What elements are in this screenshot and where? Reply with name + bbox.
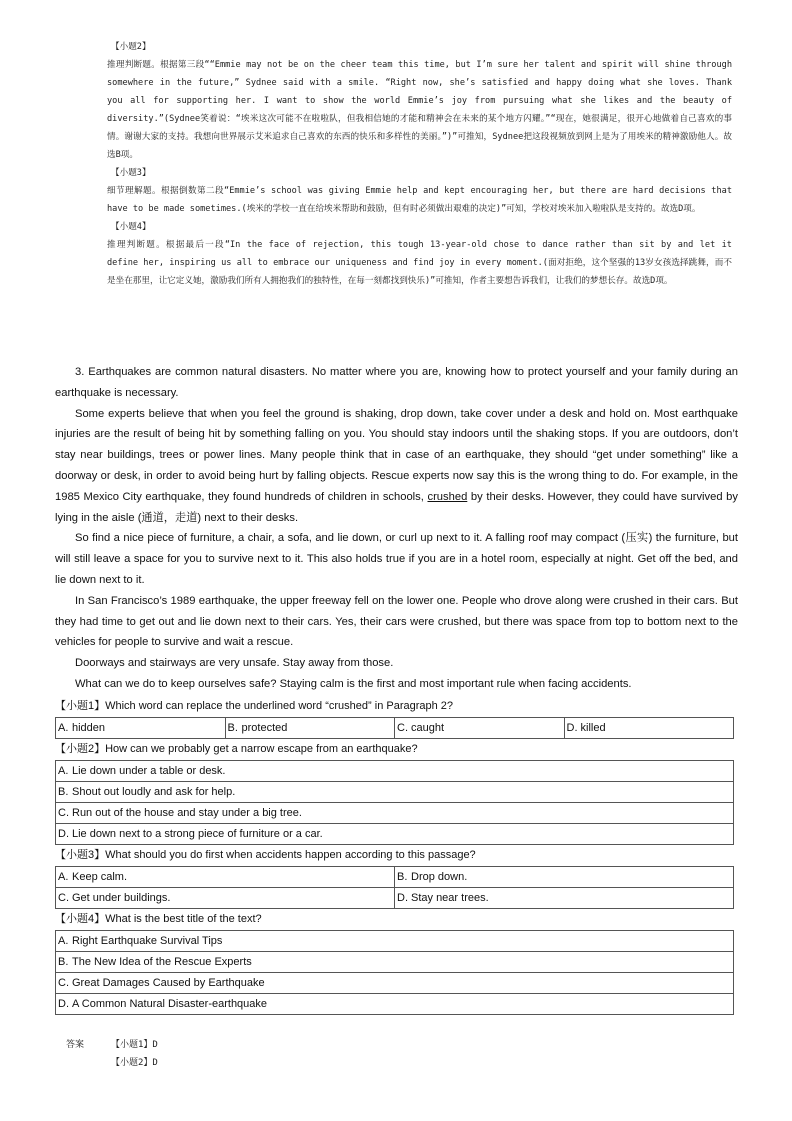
question-1-option-b[interactable]: B. protected [225, 718, 395, 739]
question-3-option-d[interactable]: D. Stay near trees. [395, 888, 734, 909]
answer-1: 【小题1】D [111, 1040, 158, 1050]
passage-paragraph-2-part-a: Some experts believe that when you feel the ground is shaking, drop down, take cover under a desk and hold on. Most earthquake injuries are the result of being hit by something falling on you. You should stay indoors until the shaking stops. If you are outdoors, don’t stay near buildings, trees or power lines. Many people think that in case of an earthquake, they should “get under something” like a doorway or desk, in order to avoid being hurt by falling objects. Rescue experts now say this is the wrong thing to do. For example, in the 1985 Mexico City earthquake, they found hundreds of children in schools, [55, 407, 738, 503]
previous-analysis-section [107, 38, 732, 290]
underlined-word-crushed: crushed [427, 490, 468, 503]
question-3-option-c[interactable]: C. Get under buildings. [56, 888, 395, 909]
question-1-option-d[interactable]: D. killed [564, 718, 734, 739]
question-4-stem: 【小题4】What is the best title of the text? [55, 913, 262, 925]
answers-section [66, 1036, 158, 1072]
question-1-stem: 【小题1】Which word can replace the underlined word “crushed” in Paragraph 2? [55, 700, 454, 712]
question-2-option-c[interactable]: C. Run out of the house and stay under a big tree. [56, 803, 734, 824]
question-2-stem: 【小题2】How can we probably get a narrow escape from an earthquake? [55, 743, 418, 755]
answer-row-1 [66, 1036, 158, 1054]
reading-passage [55, 362, 738, 695]
passage-paragraph-4: In San Francisco’s 1989 earthquake, the upper freeway fell on the lower one. People who drove along were crushed in their cars. But they had time to get out and lie down next to their cars. Yes, their cars were crushed, but there was space from top to bottom next to the vehicles for people to survive and wait a rescue. [55, 594, 738, 649]
question-4-option-a[interactable]: A. Right Earthquake Survival Tips [56, 931, 734, 952]
question-2-option-a[interactable]: A. Lie down under a table or desk. [56, 761, 734, 782]
question-1-option-c[interactable]: C. caught [395, 718, 565, 739]
answer-2: 【小题2】D [111, 1058, 158, 1068]
passage-paragraph-1: 3. Earthquakes are common natural disasters. No matter where you are, knowing how to protect yourself and your family during an earthquake is necessary. [55, 366, 738, 399]
question-4-option-b[interactable]: B. The New Idea of the Rescue Experts [56, 952, 734, 973]
question-2-option-b[interactable]: B. Shout out loudly and ask for help. [56, 782, 734, 803]
analysis-q4-tag: 【小题4】 [111, 222, 151, 232]
question-1-options [55, 717, 734, 739]
questions-section [55, 696, 735, 1015]
question-2-option-d[interactable]: D. Lie down next to a strong piece of furniture or a car. [56, 824, 734, 845]
question-3-option-a[interactable]: A. Keep calm. [56, 867, 395, 888]
question-4-options [55, 930, 734, 1015]
answer-row-2 [66, 1054, 158, 1072]
question-2-options [55, 760, 734, 845]
passage-paragraph-3: So find a nice piece of furniture, a chair, a sofa, and lie down, or curl up next to it. A falling roof may compact (压实) the furniture, but will still leave a space for you to survive next to it. This also holds true if you are in a hotel room, especially at night. Get off the bed, and lie down next to it. [55, 532, 738, 586]
passage-paragraph-2-part-b: by their desks. However, they could have survived by lying in the aisle (通道，走道) next to their desks. [55, 490, 738, 524]
answers-label: 答案 [66, 1040, 85, 1050]
question-3-option-b[interactable]: B. Drop down. [395, 867, 734, 888]
analysis-q4-text: 推理判断题。根据最后一段“In the face of rejection, this tough 13-year-old chose to dance rather than sit by and let it define her, inspiring us all to embrace our uniqueness and find joy in every moment.(面对拒绝，这个坚强的13岁女孩选择跳舞，而不是坐在那里，让它定义她，激励我们所有人拥抱我们的独特性，在每一刻都找到快乐)”可推知，作者主要想告诉我们，让我们的梦想长存。故选D项。 [107, 240, 732, 286]
question-3-options [55, 866, 734, 909]
passage-paragraph-2 [55, 404, 738, 529]
passage-paragraph-5: Doorways and stairways are very unsafe. Stay away from those. [75, 657, 394, 670]
question-3-stem: 【小题3】What should you do first when accidents happen according to this passage? [55, 849, 476, 861]
analysis-q3-tag: 【小题3】 [111, 168, 151, 178]
question-1-option-a[interactable]: A. hidden [56, 718, 226, 739]
question-4-option-c[interactable]: C. Great Damages Caused by Earthquake [56, 973, 734, 994]
analysis-q3-text: 细节理解题。根据倒数第二段“Emmie’s school was giving Emmie help and kept encouraging her, but there are hard decisions that have to be made sometimes.(埃米的学校一直在给埃米帮助和鼓励，但有时必须做出艰难的决定)”可知，学校对埃米加入啦啦队是支持的。故选D项。 [107, 186, 732, 214]
analysis-q2-tag: 【小题2】 [111, 42, 151, 52]
question-4-option-d[interactable]: D. A Common Natural Disaster-earthquake [56, 994, 734, 1015]
passage-paragraph-6: What can we do to keep ourselves safe? Staying calm is the first and most important rule when facing accidents. [75, 677, 632, 690]
analysis-q2-text: 推理判断题。根据第三段““Emmie may not be on the cheer team this time, but I’m sure her talent and spirit will shine through somewhere in the future,” Sydnee said with a smile. “Right now, she’s satisfied and happy doing what she loves. Thank you all for supporting her. I want to show the world Emmie’s joy from pursuing what she likes and the beauty of diversity.”(Sydnee笑着说：“埃米这次可能不在啦啦队，但我相信她的才能和精神会在未来的某个地方闪耀。”“现在，她很满足，很开心地做着自己喜欢的事情。谢谢大家的支持。我想向世界展示艾米追求自己喜欢的东西的快乐和多样性的美丽。”)”可推知，Sydnee把这段视频放到网上是为了用埃米的精神激励他人。故选B项。 [107, 60, 732, 160]
